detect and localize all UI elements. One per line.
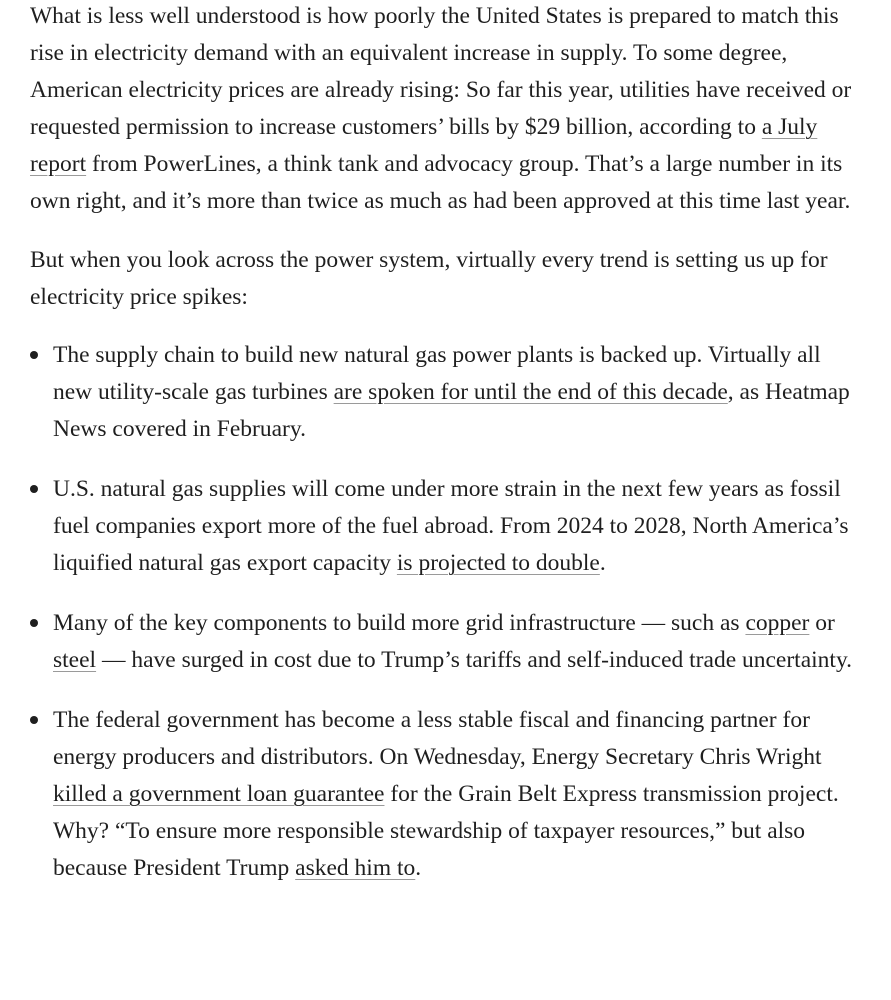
link-asked-him-to[interactable]: asked him to bbox=[295, 855, 416, 881]
link-steel[interactable]: steel bbox=[53, 647, 97, 673]
list-item-text: Many of the key components to build more grid infrastructure — such as bbox=[53, 610, 746, 636]
list-item-text: . bbox=[599, 550, 606, 576]
list-item-text: U.S. natural gas supplies will come under more strain in the next few years as fossil fuel companies export more of the fuel abroad. From 2024 to 2028, North America’s liquified natural gas export capacity bbox=[53, 476, 849, 576]
link-lng-export-capacity[interactable]: is projected to double bbox=[396, 550, 600, 576]
list-item-text: . bbox=[415, 855, 422, 881]
link-gas-turbines[interactable]: are spoken for until the end of this decade bbox=[333, 379, 728, 405]
bullet-icon bbox=[30, 351, 38, 359]
paragraph-text: What is less well understood is how poorly the United States is prepared to match this rise in electricity demand with an equivalent increase in supply. To some degree, American electricity prices are already rising: So far this year, utilities have received or requested permission to increase customers’ bills by $29 billion, according to bbox=[30, 3, 852, 140]
link-july-report[interactable]: a July report bbox=[30, 114, 818, 177]
bullet-icon bbox=[30, 619, 38, 627]
bullet-icon bbox=[30, 485, 38, 493]
list-item-text: The supply chain to build new natural gas power plants is backed up. Virtually all new utility-scale gas turbines bbox=[53, 342, 821, 405]
trend-bullet-list bbox=[30, 337, 861, 887]
bullet-icon bbox=[30, 716, 38, 724]
list-item bbox=[30, 337, 861, 448]
list-item bbox=[30, 702, 861, 887]
list-item-text: or bbox=[809, 610, 835, 636]
paragraph-price-trends: But when you look across the power system, virtually every trend is setting us up for electricity price spikes: bbox=[30, 247, 828, 310]
list-item-text: — have surged in cost due to Trump’s tariffs and self-induced trade uncertainty. bbox=[96, 647, 853, 673]
paragraph-supply-readiness bbox=[30, 0, 861, 220]
link-copper[interactable]: copper bbox=[745, 610, 810, 636]
list-item-text: , as Heatmap News covered in February. bbox=[53, 379, 850, 442]
link-loan-guarantee[interactable]: killed a government loan guarantee bbox=[53, 781, 385, 807]
list-item-text: for the Grain Belt Express transmission project. Why? “To ensure more responsible stewardship of taxpayer resources,” but also because President Trump bbox=[53, 781, 839, 881]
list-item bbox=[30, 471, 861, 582]
list-item bbox=[30, 605, 861, 679]
list-item-text: The federal government has become a less stable fiscal and financing partner for energy producers and distributors. On Wednesday, Energy Secretary Chris Wright bbox=[53, 707, 822, 770]
paragraph-text: from PowerLines, a think tank and advocacy group. That’s a large number in its own right, and it’s more than twice as much as had been approved at this time last year. bbox=[30, 151, 851, 214]
